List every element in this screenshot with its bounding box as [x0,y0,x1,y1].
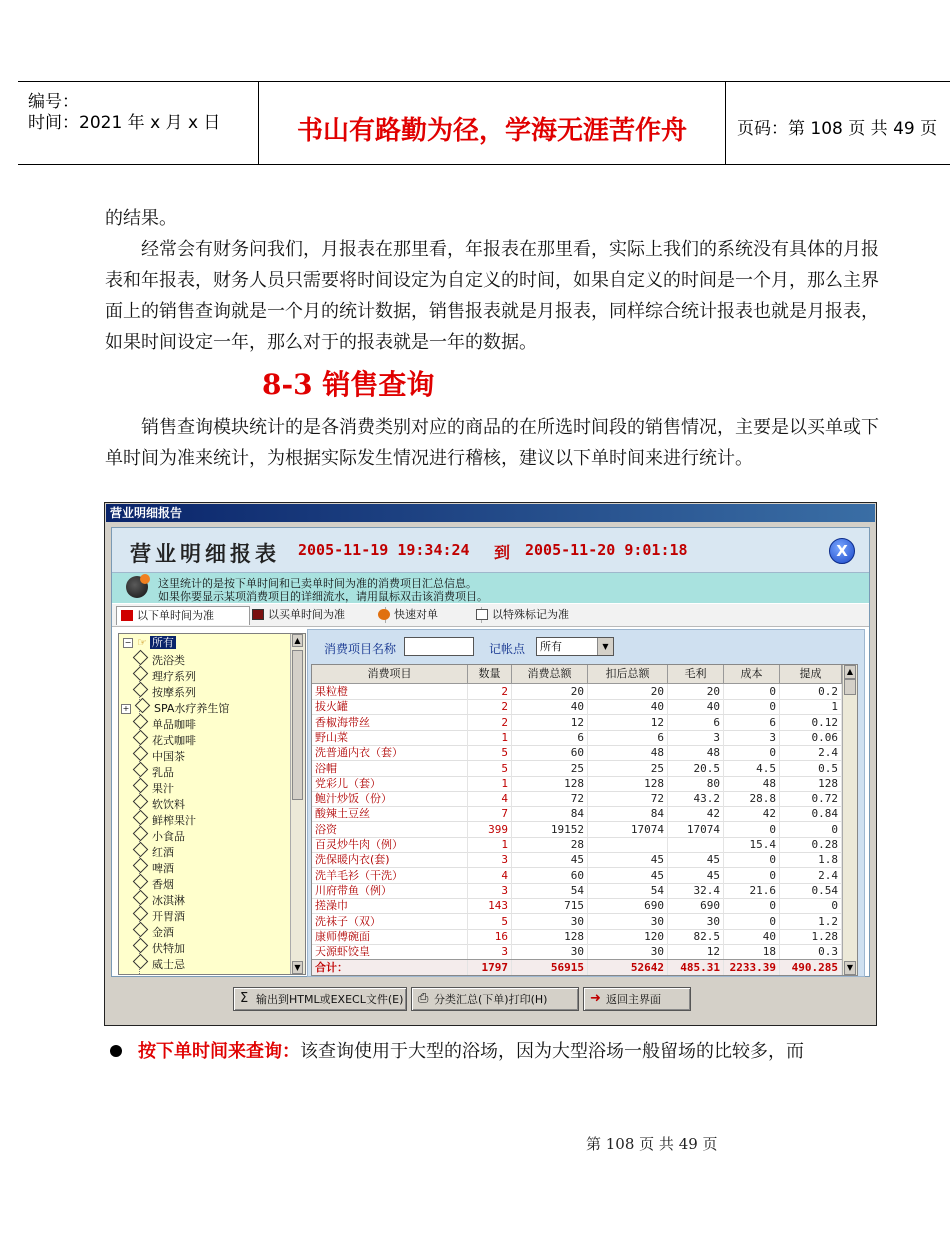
table-row[interactable] [312,730,857,746]
table-cell: 128 [588,776,668,791]
diamond-icon [133,762,149,778]
diamond-icon [133,874,149,890]
table-row[interactable] [312,852,857,868]
report-panel [111,527,870,977]
item-name-input[interactable] [404,637,474,656]
table-cell: 酸辣土豆丝 [312,806,468,821]
table-cell: 715 [512,898,588,913]
table-row[interactable] [312,745,857,761]
tree-item-label: 单品咖啡 [152,718,196,731]
table-cell: 2 [468,699,512,714]
table-row[interactable] [312,944,857,960]
table-cell: 香椒海带丝 [312,715,468,730]
table-cell: 40 [588,699,668,714]
table-cell: 野山菜 [312,730,468,745]
column-header[interactable]: 扣后总额 [588,665,668,683]
table-cell: 28 [512,837,588,852]
quick-check-icon [378,609,390,620]
window-title: 营业明细报告 [106,504,875,522]
tree-item-label: 果汁 [152,782,174,795]
table-row[interactable] [312,868,857,884]
tree-item[interactable] [133,764,174,778]
table-cell: 2 [468,684,512,699]
table-row[interactable] [312,898,857,914]
tree-item[interactable] [133,844,174,858]
diamond-icon [133,810,149,826]
tree-item-label: 伏特加 [152,942,185,955]
doc-time-label: 时间：2021 年 x 月 x 日 [28,113,221,133]
scroll-up-icon[interactable]: ▲ [844,665,856,679]
expand-icon[interactable]: + [122,704,130,713]
info-spark-icon [140,574,150,584]
table-cell: 0.28 [780,837,842,852]
tree-item[interactable] [121,700,229,714]
report-title: 营业明细报表 [130,541,280,566]
table-cell: 690 [588,898,668,913]
table-cell: 45 [588,852,668,867]
tree-item[interactable] [133,828,185,842]
column-header[interactable]: 成本 [724,665,780,683]
tree-scrollbar[interactable] [290,634,305,974]
tab-special-mark[interactable] [472,606,604,624]
date-to-label: 到 [494,543,511,562]
table-cell: 3 [724,730,780,745]
table-cell: 12 [512,715,588,730]
header-motto: 书山有路勤为径，学海无涯苦作舟 [296,116,687,146]
table-cell: 0 [724,822,780,837]
table-cell: 2.4 [780,868,842,883]
total-cell: 52642 [588,960,668,976]
tree-item-label: 花式咖啡 [152,734,196,747]
table-row[interactable] [312,806,857,822]
table-cell: 45 [588,868,668,883]
table-cell: 690 [668,898,724,913]
tree-item[interactable] [133,940,185,954]
table-cell: 128 [512,776,588,791]
table-row[interactable] [312,914,857,930]
column-header[interactable]: 消费项目 [312,665,468,683]
table-cell: 5 [468,914,512,929]
table-cell: 2.4 [780,745,842,760]
tree-item-label: 乳品 [152,766,174,779]
tree-item[interactable] [133,892,185,906]
tree-item-label: 鲜榨果汁 [152,814,196,827]
tree-item-label: 软饮料 [152,798,185,811]
page-footer: 第 108 页 共 49 页 [586,1135,718,1153]
tab-order-time[interactable] [116,606,250,625]
tree-item-label: 冰淇淋 [152,894,185,907]
table-cell: 28.8 [724,791,780,806]
page-header [18,81,950,165]
table-cell: 5 [468,761,512,776]
column-header[interactable]: 毛利 [668,665,724,683]
tree-item[interactable] [133,924,174,938]
table-cell: 0 [724,745,780,760]
table-cell: 3 [468,883,512,898]
tree-root[interactable]: − ☞ 所有 [124,636,174,649]
table-cell: 0 [724,684,780,699]
header-left-cell [18,82,258,164]
tree-item[interactable] [133,716,196,730]
body-paragraph-1: 经常会有财务问我们，月报表在那里看，年报表在那里看，实际上我们的系统没有具体的月报表和年报表，财务人员只需要将时间设定为自定义的时间，如果自定义的时间是一个月，那么主界面上的销售查询就是一个月的统计数据，销售报表就是月报表，同样综合统计报表也就是月报表，如果时间设定一年，那么对于的报表就是一年的数据。 [105,239,879,353]
table-cell: 48 [588,745,668,760]
table-cell: 2 [468,715,512,730]
print-button[interactable]: ⎙ 分类汇总(下单)打印(H) [411,987,579,1011]
table-cell: 30 [512,944,588,959]
diamond-icon [133,746,149,762]
account-label: 记帐点 [489,642,526,656]
tree-item[interactable] [133,908,185,922]
tree-item-label: 按摩系列 [152,686,196,699]
bullet-dot [110,1045,122,1057]
table-cell: 0.84 [780,806,842,821]
table-cell: 18 [724,944,780,959]
diamond-icon [133,906,149,922]
table-cell: 16 [468,929,512,944]
table-cell: 4 [468,868,512,883]
table-cell: 康师傅碗面 [312,929,468,944]
tree-item-label: 啤酒 [152,862,174,875]
diamond-icon [133,666,149,682]
table-cell: 6 [588,730,668,745]
table-cell: 12 [668,944,724,959]
diamond-icon [133,842,149,858]
table-cell: 20 [588,684,668,699]
close-icon[interactable]: X [829,538,855,564]
table-cell: 4.5 [724,761,780,776]
total-cell: 56915 [512,960,588,976]
table-cell [668,837,724,852]
table-cell: 0 [724,898,780,913]
table-cell: 5 [468,745,512,760]
item-name-label: 消费项目名称 [324,642,397,656]
table-cell: 天源虾饺皇 [312,944,468,959]
table-cell: 1.8 [780,852,842,867]
table-cell: 40 [724,929,780,944]
table-cell: 0.06 [780,730,842,745]
tree-item[interactable] [133,732,196,746]
table-row[interactable] [312,929,857,945]
table-cell: 128 [780,776,842,791]
table-cell: 80 [668,776,724,791]
document-icon [476,609,488,620]
chevron-down-icon[interactable]: ▼ [597,638,613,655]
table-cell: 0 [780,898,842,913]
table-cell: 0.12 [780,715,842,730]
table-cell: 1 [780,699,842,714]
body-line: 的结果。 [105,208,177,229]
column-header[interactable]: 消费总额 [512,665,588,683]
tree-item-label: 香烟 [152,878,174,891]
info-bar [112,573,869,603]
table-cell: 搓澡巾 [312,898,468,913]
diamond-icon [133,730,149,746]
tree-item[interactable] [133,796,185,810]
diamond-icon [133,794,149,810]
table-cell: 洗普通内衣（套） [312,745,468,760]
table-cell: 72 [512,791,588,806]
table-cell: 48 [724,776,780,791]
tree-item[interactable] [133,684,196,698]
table-row[interactable] [312,684,857,700]
table-cell: 6 [512,730,588,745]
info-line-1: 这里统计的是按下单时间和已卖单时间为准的消费项目汇总信息。 [158,577,477,590]
info-line-2: 如果你要显示某项消费项目的详细流水，请用鼠标双击该消费项目。 [158,590,488,603]
table-cell: 32.4 [668,883,724,898]
tree-item-label: 洗浴类 [152,654,185,667]
diamond-icon [133,714,149,730]
table-cell: 浴帽 [312,761,468,776]
page-number-label: 页码：第 108 页 共 49 页 [737,119,938,139]
table-row[interactable] [312,791,857,807]
table-cell: 43.2 [668,791,724,806]
table-cell: 洗袜子（双） [312,914,468,929]
diamond-icon [133,858,149,874]
bullet-text: 该查询使用于大型的浴场，因为大型浴场一般留场的比较多，而 [300,1041,804,1062]
table-cell: 7 [468,806,512,821]
table-cell: 3 [468,852,512,867]
table-total-row [312,959,857,976]
doc-number-label: 编号： [28,92,79,112]
table-cell [588,837,668,852]
tree-item[interactable] [133,860,174,874]
table-cell: 84 [512,806,588,821]
diamond-icon [133,826,149,842]
table-cell: 60 [512,868,588,883]
tree-item[interactable] [133,956,185,970]
report-window [104,502,877,1026]
table-cell: 0.3 [780,944,842,959]
table-cell: 21.6 [724,883,780,898]
pointing-hand-icon: ☞ [137,636,147,649]
table-cell: 143 [468,898,512,913]
table-cell: 30 [668,914,724,929]
table-cell: 40 [512,699,588,714]
table-cell: 6 [668,715,724,730]
tree-item[interactable] [133,748,185,762]
date-to: 2005-11-20 9:01:18 [525,541,688,559]
table-cell: 浴资 [312,822,468,837]
red-folder-icon [121,610,133,621]
tree-item-label: 威士忌 [152,958,185,971]
table-cell: 1 [468,837,512,852]
total-cell: 490.285 [780,960,842,976]
table-cell: 1 [468,730,512,745]
table-cell: 30 [588,944,668,959]
table-cell: 0.5 [780,761,842,776]
tree-item[interactable] [133,876,174,890]
table-cell: 17074 [588,822,668,837]
table-cell: 399 [468,822,512,837]
diamond-icon [135,698,151,714]
diamond-icon [133,650,149,666]
collapse-icon[interactable]: − [124,638,132,647]
back-button[interactable]: ➜ 返回主界面 [583,987,691,1011]
tree-item-label: 红酒 [152,846,174,859]
table-cell: 0 [724,914,780,929]
tree-item-label: SPA水疗养生馆 [154,702,230,715]
table-cell: 54 [512,883,588,898]
table-cell: 百灵炒牛肉（例） [312,837,468,852]
items-table [311,664,858,976]
table-cell: 72 [588,791,668,806]
table-cell: 45 [668,868,724,883]
table-cell: 拔火罐 [312,699,468,714]
table-cell: 25 [512,761,588,776]
table-cell: 54 [588,883,668,898]
printer-icon: ⎙ [418,991,429,1006]
table-cell: 128 [512,929,588,944]
tab-bar [112,604,869,627]
table-row[interactable] [312,822,857,838]
table-row[interactable] [312,699,857,715]
bullet-paragraph [138,1036,898,1067]
diamond-icon [133,922,149,938]
table-cell: 30 [588,914,668,929]
table-row[interactable] [312,883,857,899]
table-scrollbar[interactable] [842,665,857,975]
body-paragraph-2: 销售查询模块统计的是各消费类别对应的商品的在所选时间段的销售情况，主要是以买单或下单时间为准来统计，为根据实际发生情况进行稽核，建议以下单时间来进行统计。 [105,417,879,469]
table-cell: 0 [724,852,780,867]
table-cell: 25 [588,761,668,776]
table-cell: 川府带鱼（例） [312,883,468,898]
total-cell: 合计： [312,960,468,976]
header-page-cell [725,82,950,164]
table-cell: 1.28 [780,929,842,944]
diamond-icon [133,778,149,794]
tree-item[interactable] [133,780,174,794]
scroll-down-icon[interactable]: ▼ [844,961,856,975]
column-header[interactable]: 数量 [468,665,512,683]
button-bar [111,979,870,1017]
table-cell: 120 [588,929,668,944]
tree-item[interactable] [133,668,196,682]
report-banner [112,528,869,573]
table-cell: 45 [512,852,588,867]
table-cell: 42 [724,806,780,821]
table-cell: 15.4 [724,837,780,852]
table-header [312,665,857,684]
account-select[interactable] [536,637,614,656]
table-cell: 3 [668,730,724,745]
table-cell: 6 [724,715,780,730]
arrow-right-icon: ➜ [590,991,601,1006]
bullet-heading: 按下单时间来查询： [138,1041,300,1062]
total-cell: 1797 [468,960,512,976]
items-panel [307,629,865,977]
table-cell: 12 [588,715,668,730]
table-cell: 1 [468,776,512,791]
table-cell: 20 [668,684,724,699]
table-cell: 84 [588,806,668,821]
diamond-icon [133,954,149,970]
table-cell: 17074 [668,822,724,837]
table-cell: 果粒橙 [312,684,468,699]
scroll-thumb[interactable] [844,679,856,695]
table-cell: 0 [724,699,780,714]
register-icon [252,609,264,620]
tree-item-label: 中国茶 [152,750,185,763]
diamond-icon [133,890,149,906]
tree-item-label: 理疗系列 [152,670,196,683]
diamond-icon [133,682,149,698]
table-cell: 40 [668,699,724,714]
tab-label: 以买单时间为准 [268,608,345,621]
tab-label: 以下单时间为准 [137,609,214,622]
diamond-icon [133,938,149,954]
table-cell: 45 [668,852,724,867]
scroll-up-icon[interactable]: ▲ [292,634,303,647]
table-row[interactable] [312,837,857,853]
table-cell: 42 [668,806,724,821]
table-cell: 82.5 [668,929,724,944]
table-cell: 20 [512,684,588,699]
table-cell: 洗羊毛衫（干洗） [312,868,468,883]
table-cell: 0.72 [780,791,842,806]
table-cell: 0.2 [780,684,842,699]
tree-item-label: 开胃酒 [152,910,185,923]
scroll-thumb[interactable] [292,650,303,800]
table-cell: 0.54 [780,883,842,898]
table-cell: 48 [668,745,724,760]
sum-icon: Σ [240,991,249,1006]
table-row[interactable] [312,776,857,792]
section-heading: 8-3 销售查询 [262,368,435,401]
header-motto-cell [258,82,726,164]
table-cell: 19152 [512,822,588,837]
table-cell: 洗保暖内衣(套) [312,852,468,867]
account-value: 所有 [540,640,562,653]
table-row[interactable] [312,715,857,731]
category-tree[interactable] [118,633,306,975]
tree-item[interactable] [133,812,196,826]
export-button[interactable]: Σ 输出到HTML或EXECL文件(E) [233,987,407,1011]
table-cell: 0 [780,822,842,837]
tab-label: 快速对单 [394,608,438,621]
tab-quick-check[interactable] [374,606,476,624]
tab-label: 以特殊标记为准 [492,608,569,621]
table-cell: 1.2 [780,914,842,929]
table-cell: 30 [512,914,588,929]
tree-item-label: 小食品 [152,830,185,843]
column-header[interactable]: 提成 [780,665,842,683]
total-cell: 2233.39 [724,960,780,976]
table-cell: 党彩儿（套） [312,776,468,791]
tree-item-label: 金酒 [152,926,174,939]
table-cell: 60 [512,745,588,760]
table-cell: 4 [468,791,512,806]
total-cell: 485.31 [668,960,724,976]
table-cell: 鲍汁炒饭（份） [312,791,468,806]
tab-pay-time[interactable] [248,606,380,624]
date-from: 2005-11-19 19:34:24 [298,541,470,559]
table-cell: 3 [468,944,512,959]
table-cell: 0 [724,868,780,883]
scroll-down-icon[interactable]: ▼ [292,961,303,974]
table-row[interactable] [312,761,857,777]
table-cell: 20.5 [668,761,724,776]
tree-item[interactable] [133,652,185,666]
